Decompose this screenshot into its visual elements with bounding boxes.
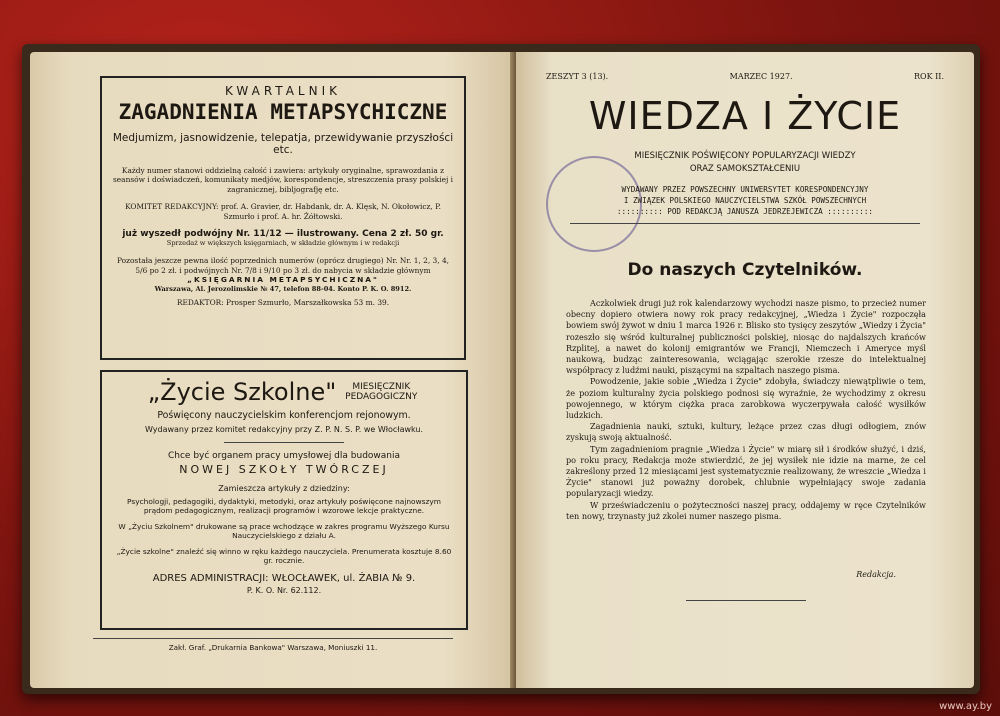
- paragraph-3: Zagadnienia nauki, sztuki, kultury, leżące przez czas długi odłogiem, znów zyskują swoją aktualność.: [566, 421, 926, 443]
- ad1-subtitle: Medjumizm, jasnowidzenie, telepatja, przewidywanie przyszłości etc.: [112, 132, 454, 156]
- ad1-ksiegarnia: „KSIĘGARNIA METAPSYCHICZNA": [187, 275, 379, 285]
- article-end-rule: [686, 600, 806, 601]
- ad2-poswiecony: Poświęcony nauczycielskim konferencjom rejonowym.: [157, 410, 411, 421]
- right-page: [516, 52, 974, 688]
- publisher-line-3: :::::::::: POD REDAKCJĄ JANUSZA JEDRZEJEWICZA ::::::::::: [616, 207, 874, 216]
- ad2-chce: Chce być organem pracy umysłowej dla budowania: [167, 451, 401, 461]
- watermark: www.ay.by: [939, 701, 992, 712]
- ad1-kwartalnik: KWARTALNIK: [224, 84, 341, 98]
- printer-imprint: Zakł. Graf. „Drukarnia Bankowa" Warszawa, Moniuszki 11.: [168, 643, 378, 652]
- paragraph-1: Aczkolwiek drugi już rok kalendarzowy wychodzi nasze pismo, to przecież numer obecny dopiero otwiera nowy rok pracy redakcyjnej, „Wiedza i Życie" rozpoczęła bowiem swój żywot w dniu 1 marca 1926 r. Blisko sto tysięcy zeszytów „Wiedzy i Życia" rozeszło się wśród kulturalnej publiczności polskiej, niosąc do najdalszych krańców Rzplitej, a nawet do kolonij emigrantów we Francji, Niemczech i Ameryce myśl naukową, budząc zainteresowania, wciągając szerokie rzesze do intelektualnej współpracy z ludźmi nauki, piszącymi na szpaltach naszego pisma.: [566, 298, 926, 376]
- ad2-title: „Życie Szkolne": [147, 378, 337, 406]
- ad1-sprzedaz: Sprzedaż w większych księgarniach, w składzie głównym i w redakcji: [166, 239, 400, 248]
- footer-rule: [93, 638, 453, 639]
- ad1-title: ZAGADNIENIA METAPSYCHICZNE: [118, 100, 448, 124]
- ad2-divider: [224, 442, 344, 443]
- issue-number: ZESZYT 3 (13).: [546, 72, 609, 81]
- ad2-side-label: MIESIĘCZNIK PEDAGOGICZNY: [345, 382, 418, 402]
- issue-date: MARZEC 1927.: [729, 72, 793, 81]
- ad1-wyszedl: już wyszedł podwójny Nr. 11/12 — ilustrowany. Cena 2 zł. 50 gr.: [122, 229, 444, 240]
- ad2-adres: ADRES ADMINISTRACJI: WŁOCŁAWEK, ul. ŻABIA № 9.: [152, 573, 416, 585]
- publisher-line-2: I ZWIĄZEK POLSKIEGO NAUCZYCIELSTWA SZKÓŁ POWSZECHNYCH: [623, 196, 867, 205]
- left-page-footer: [30, 638, 516, 652]
- magazine-title: WIEDZA I ŻYCIE: [588, 94, 902, 138]
- article-heading: Do naszych Czytelników.: [627, 260, 863, 280]
- issue-year: ROK II.: [914, 72, 944, 81]
- ad-zagadnienia-metapsychiczne: [100, 76, 466, 360]
- ad2-wzyciu: W „Życiu Szkolnem" drukowane są prace wchodzące w zakres programu Wyższego Kursu Nauczycielskiego z działu A.: [118, 521, 450, 541]
- subtitle-line-2: ORAZ SAMOKSZTAŁCENIU: [689, 164, 801, 174]
- header-rule: [570, 223, 920, 224]
- ad2-zamieszcza: Zamieszcza artykuły z dziedziny:: [218, 484, 350, 493]
- paragraph-2: Powodzenie, jakie sobie „Wiedza i Życie" zdobyła, świadczy niewątpliwie o tem, że poziom kulturalny życia polskiego podnosi się wyraźnie, że wychodzimy z okresu powojennego, w którym ciężka praca zarobkowa wyczerpywała całość wysiłków ludzkich.: [566, 376, 926, 421]
- subtitle-line-1: MIESIĘCZNIK POŚWIĘCONY POPULARYZACJI WIEDZY: [634, 151, 856, 161]
- issue-header: [546, 72, 944, 81]
- ad-zycie-szkolne: [100, 370, 468, 630]
- ad1-redaktor: REDAKTOR: Prosper Szmurło, Marszałkowska 53 m. 39.: [176, 298, 390, 308]
- article-signature: Redakcja.: [856, 570, 896, 579]
- paragraph-5: W przeświadczeniu o pożyteczności naszej pracy, oddajemy w ręce Czytelników ten nowy, trzynasty już zkolei numer naszego pisma.: [566, 499, 926, 521]
- article-body: [566, 298, 926, 522]
- ad1-komitet: KOMITET REDAKCYJNY: prof. A. Gravier, dr. Habdank, dr. A. Klęsk, N. Okołowicz, P. Szmurło i prof. A. hr. Żółtowski.: [125, 202, 441, 221]
- ad2-prenumerata: „Życie szkolne" znaleźć się winno w ręku każdego nauczyciela. Prenumerata kosztuje 8.60 gr. rocznie.: [116, 546, 452, 566]
- publisher-info: [516, 184, 974, 224]
- ad1-para1: Każdy numer stanowi oddzielną całość i zawiera: artykuły oryginalne, sprawozdania z seansów i doświadczeń, komunikaty medjów, korespondencje, streszczenia prasy polskiej i zagranicznej, bibljografję etc.: [113, 166, 453, 194]
- paragraph-4: Tym zagadnieniom pragnie „Wiedza i Życie" w miarę sił i środków służyć, i dziś, po roku pracy, Redakcja może stwierdzić, że jej wysiłek nie idzie na marne, że cel zakreślony przed 12 miesiącami jest systematycznie realizowany, że wreszcie „Wiedza i Życie" stanowi już poważny dorobek, chlubnie wypełniający swoje zadania popularyzacji wiedzy.: [566, 443, 926, 499]
- ad2-dziedziny: Psychologji, pedagogiki, dydaktyki, metodyki, oraz artykuły poświęcone najnowszym prądom pedagogicznym, realizacji programów i wzorowe lekcje praktyczne.: [127, 497, 441, 516]
- left-page: [30, 52, 516, 688]
- publisher-line-1: WYDAWANY PRZEZ POWSZECHNY UNIWERSYTET KORESPONDENCYJNY: [621, 185, 869, 194]
- ad1-adres: Warszawa, Al. Jerozolimskie № 47, telefon 88-04. Konto P. K. O. 8912.: [154, 284, 412, 293]
- ad1-pozostala: Pozostała jeszcze pewna ilość poprzednich numerów (oprócz drugiego) Nr. Nr. 1, 2, 3, 4, 5/6 po 2 zł. i podwójnych Nr. 7/8 i 9/10 po 3 zł. do nabycia w składzie głównym: [116, 256, 450, 275]
- ad2-pko: P. K. O. Nr. 62.112.: [246, 586, 322, 596]
- ad2-wydawany: Wydawany przez komitet redakcyjny przy Z. P. N. S. P. we Włocławku.: [144, 425, 424, 434]
- ad2-nowej: NOWEJ SZKOŁY TWÓRCZEJ: [179, 463, 389, 476]
